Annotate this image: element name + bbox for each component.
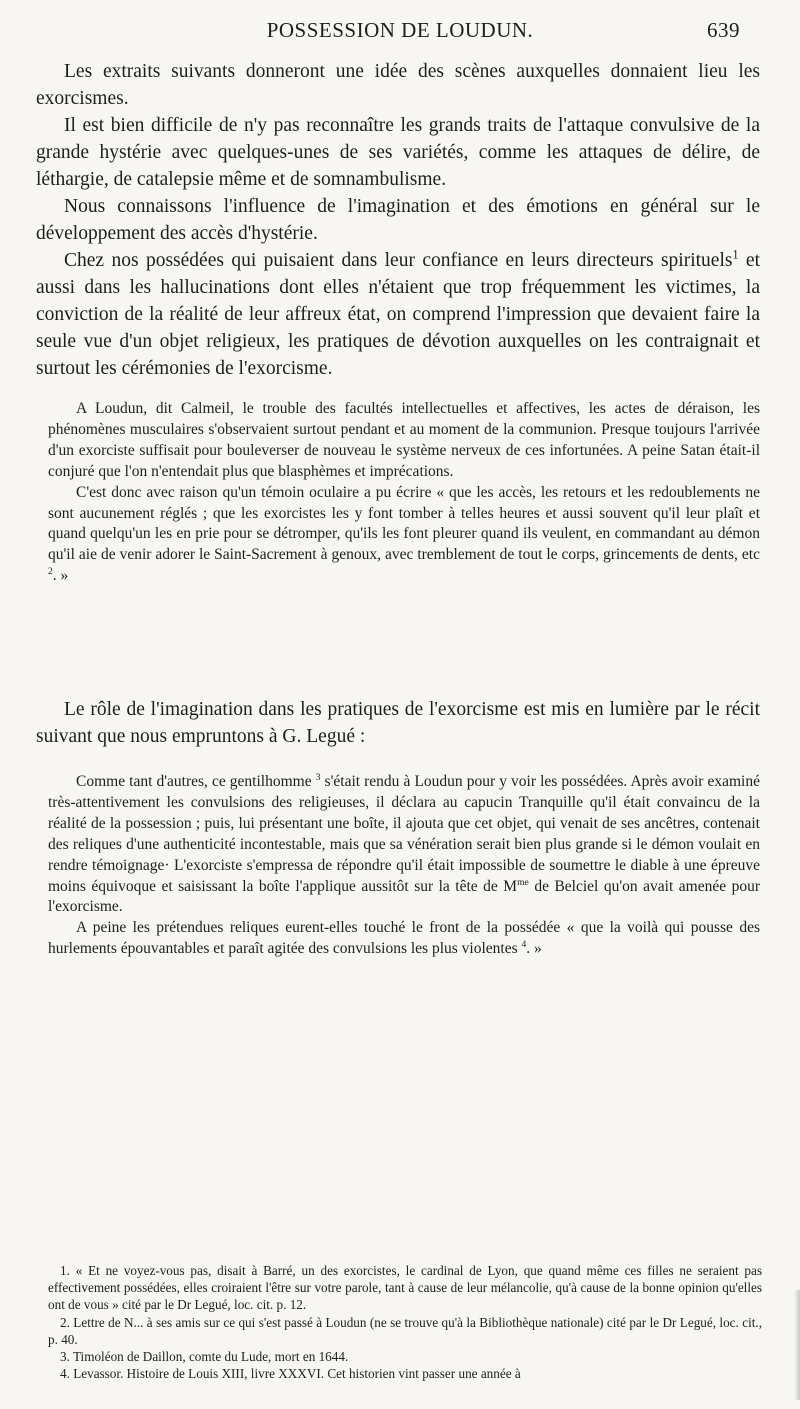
footnote-1: 1. « Et ne voyez-vous pas, disait à Barré, un des exorcistes, le cardinal de Lyon, que quand même ces filles ne seraient pas effectivement possédées, elles croiraient l'être sur votre parole, tant à cause de leur mélancolie, qu'à cause de la bonne opinion qu'elles ont de vous » cité par le Dr Legué, loc. cit. p. 12. — [48, 1263, 762, 1313]
quote-block-calmeil — [48, 399, 760, 587]
paragraph: Nous connaissons l'influence de l'imagination et des émotions en général sur le développement des accès d'hystérie. — [36, 196, 760, 244]
paragraph: Le rôle de l'imagination dans les pratiques de l'exorcisme est mis en lumière par le récit suivant que nous empruntons à G. Legué : — [36, 699, 760, 747]
quote-block-legue — [48, 772, 760, 960]
page-edge-shadow — [794, 1290, 800, 1400]
running-header — [0, 12, 800, 52]
page-number: 639 — [707, 18, 740, 42]
footnote-ref: 4 — [521, 939, 527, 951]
paragraph: Chez nos possédées qui puisaient dans leur confiance en leurs directeurs spirituels$^1$ et aussi dans les hallucinations dont elles n'étaient que trop fréquemment les victimes, la conviction de la réalité de leur affreux état, on comprend l'impression que devaient faire la seule vue d'un objet religieux, les pratiques de dévotion auxquelles on les contraignait et surtout les cérémonies de l'exorcisme. — [36, 247, 760, 379]
paragraph: Il est bien difficile de n'y pas reconnaître les grands traits de l'attaque convulsive de la grande hystérie avec quelques-unes de ses variétés, comme les attaques de délire, de léthargie, de catalepsie même et de somnambulisme. — [36, 115, 760, 190]
footnote-3: 3. Timoléon de Daillon, comte du Lude, mort en 1644. — [60, 1349, 349, 1365]
main-text-block-1 — [36, 58, 760, 382]
quote-paragraph: A Loudun, dit Calmeil, le trouble des facultés intellectuelles et affectives, les actes de déraison, les phénomènes musculaires s'observaient surtout pendant et au moment de la communion. Presque toujours l'arrivée d'un exorciste suffisait pour bouleverser de nouveau le système nerveux de ces infortunées. A peine Satan était-il conjuré que l'on n'entendait plus que blasphèmes et imprécations. — [48, 400, 760, 480]
paragraph: Les extraits suivants donneront une idée des scènes auxquelles donnaient lieu les exorcismes. — [36, 61, 760, 109]
footnotes — [48, 1262, 762, 1382]
footnote-2: 2. Lettre de N... à ses amis sur ce qui s'est passé à Loudun (ne se trouve qu'à la Bibliothèque nationale) cité par le Dr Legué, loc. cit., p. 40. — [48, 1314, 762, 1347]
footnote-ref: 2 — [48, 566, 53, 578]
quote-paragraph: C'est donc avec raison qu'un témoin oculaire a pu écrire « que les accès, les retours et les redoublements ne sont aucunement réglés ; que les exorcistes les y font tomber à telles heures et aussi souvent qu'il leur plaît et quand quelqu'un les en prie pour se détromper, qu'ils les font pleurer quand ils veulent, en commandant au démon qu'il aie de venir adorer le Saint-Sacrement à genoux, avec tremblement de tout le corps, grincements de dents, etc $^2$. » — [48, 483, 760, 585]
quote-paragraph: Comme tant d'autres, ce gentilhomme $^3$ s'était rendu à Loudun pour y voir les possédées. Après avoir examiné très-attentivement les convulsions des religieuses, il déclara au capucin Tranquille qu'il était convaincu de la réalité de la possession ; puis, lui présentant une boîte, il ajouta que cet objet, qui venait de ses ancêtres, contenait des reliques d'une authenticité incontestable, mais que sa vénération serait bien plus grande si le démon voulait en rendre témoignage· L'exorciste s'empressa de répondre qu'il était impossible de soumettre le diable à une épreuve moins équivoque et saisissant la boîte l'applique aussitôt sur la tête de $M^{me}$ de Belciel qu'on avait amenée pour l'exorcisme. — [48, 771, 760, 916]
footnote-4: 4. Levassor. Histoire de Louis XIII, livre XXXVI. Cet historien vint passer une année à — [60, 1366, 521, 1382]
footnote-ref: 1 — [732, 247, 739, 262]
running-title: POSSESSION DE LOUDUN. — [266, 18, 534, 42]
quote-paragraph: A peine les prétendues reliques eurent-elles touché le front de la possédée « que la voilà qui pousse des hurlements épouvantables et paraît agitée des convulsions les plus violentes $^4$. » — [48, 919, 760, 958]
main-text-block-2 — [36, 696, 760, 750]
footnote-ref: 3 — [315, 771, 321, 783]
